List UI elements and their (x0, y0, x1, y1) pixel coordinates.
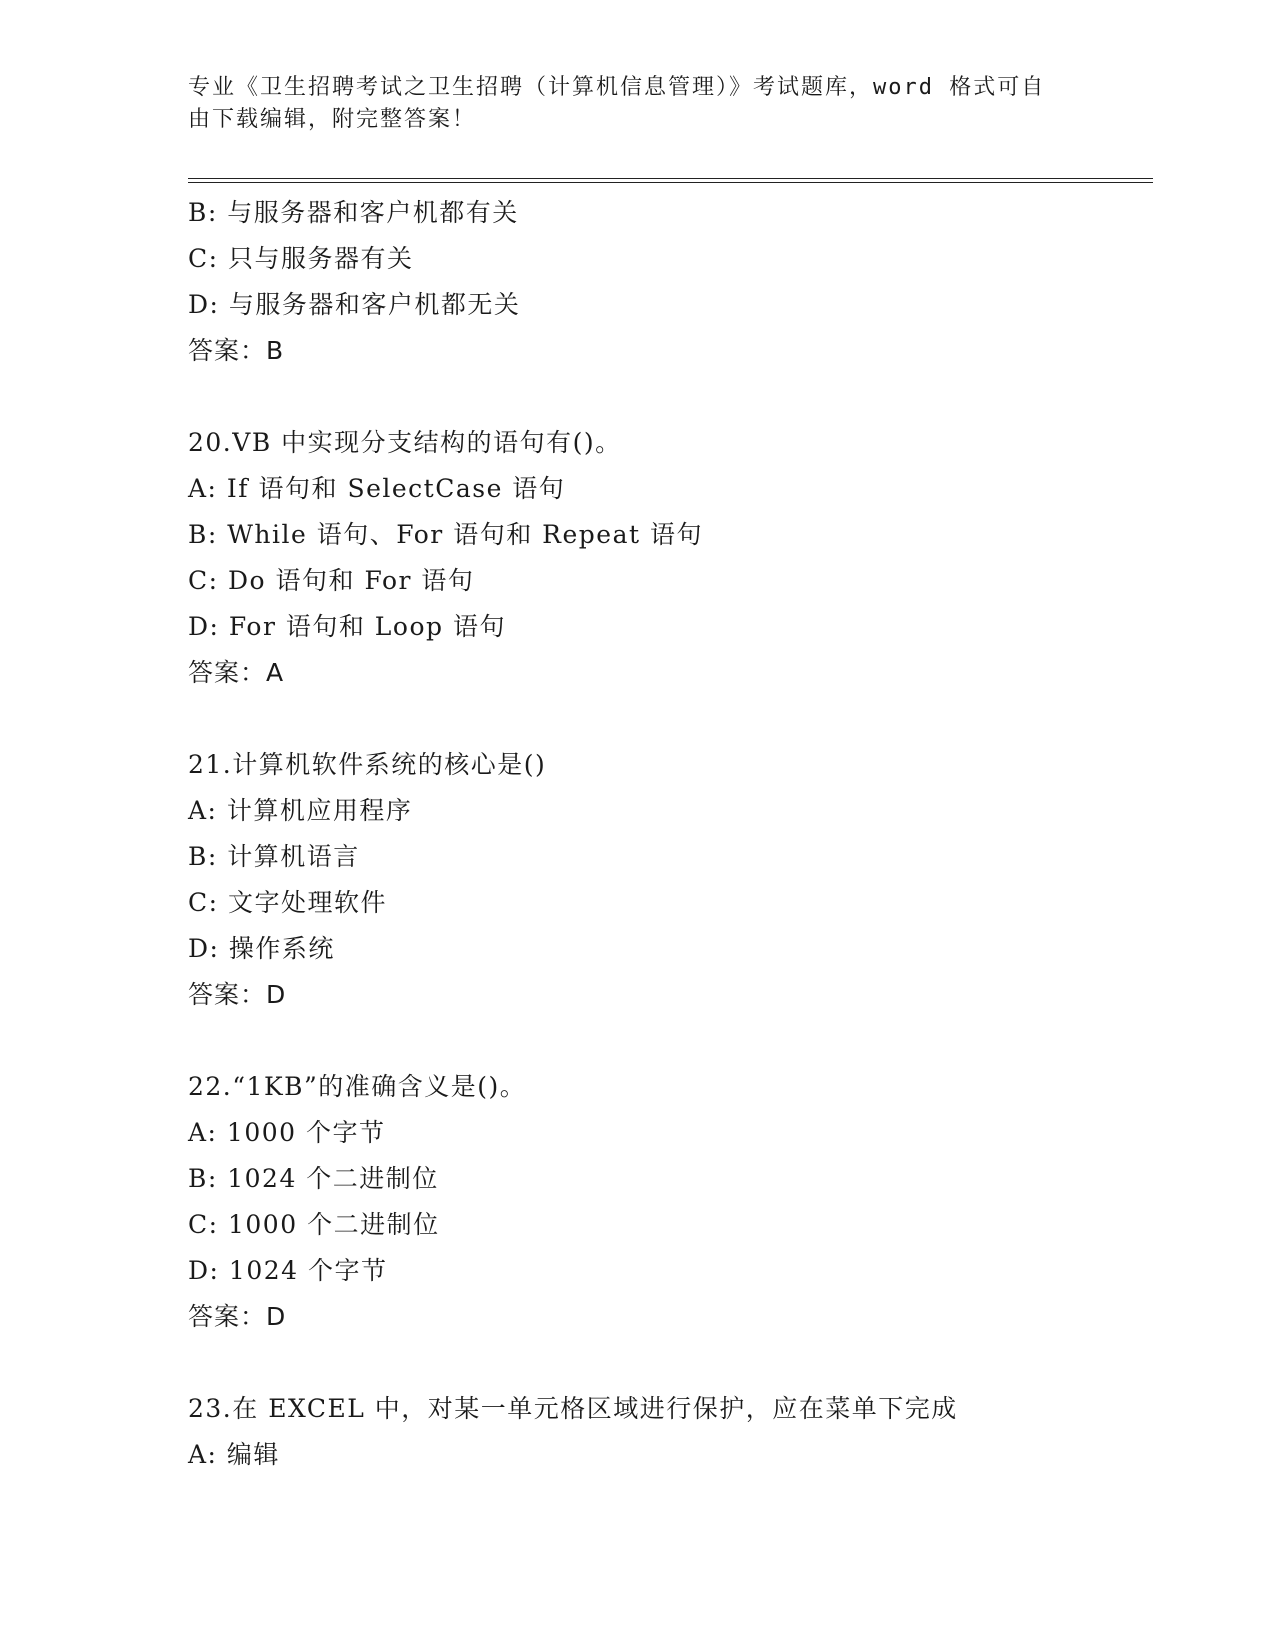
option-c: C: 只与服务器有关 (188, 244, 414, 273)
option-c: C: 文字处理软件 (188, 888, 387, 917)
option-d: D: 与服务器和客户机都无关 (188, 290, 521, 319)
answer: 答案：B (188, 336, 285, 365)
option-d: D: For 语句和 Loop 语句 (188, 612, 506, 641)
answer: 答案：D (188, 980, 287, 1009)
header-line-2: 由下载编辑，附完整答案！ (188, 107, 477, 132)
option-d: D: 1024 个字节 (188, 1256, 388, 1285)
header-line-1: 专业《卫生招聘考试之卫生招聘（计算机信息管理）》考试题库，word 格式可自 (188, 75, 1046, 100)
question-stem: 20.VB 中实现分支结构的语句有()。 (188, 428, 622, 457)
option-b: B: While 语句、For 语句和 Repeat 语句 (188, 520, 703, 549)
question-20 (188, 420, 1148, 696)
question-list (188, 190, 1148, 1478)
question-stem: 23.在 EXCEL 中，对某一单元格区域进行保护，应在菜单下完成 (188, 1394, 958, 1423)
option-c: C: 1000 个二进制位 (188, 1210, 440, 1239)
question-21 (188, 742, 1148, 1018)
question-19-continued (188, 190, 1148, 374)
question-stem: 22.“1KB”的准确含义是()。 (188, 1072, 527, 1101)
question-23 (188, 1386, 1148, 1478)
option-a: A: 1000 个字节 (188, 1118, 386, 1147)
page-header (188, 72, 1088, 136)
option-d: D: 操作系统 (188, 934, 335, 963)
option-a: A: 计算机应用程序 (188, 796, 413, 825)
option-a: A: If 语句和 SelectCase 语句 (188, 474, 566, 503)
header-double-rule (188, 178, 1153, 183)
option-c: C: Do 语句和 For 语句 (188, 566, 475, 595)
option-b: B: 计算机语言 (188, 842, 360, 871)
option-a: A: 编辑 (188, 1440, 280, 1469)
question-stem: 21.计算机软件系统的核心是() (188, 750, 547, 779)
question-22 (188, 1064, 1148, 1340)
option-b: B: 与服务器和客户机都有关 (188, 198, 519, 227)
option-b: B: 1024 个二进制位 (188, 1164, 439, 1193)
answer: 答案：D (188, 1302, 287, 1331)
answer: 答案：A (188, 658, 285, 687)
